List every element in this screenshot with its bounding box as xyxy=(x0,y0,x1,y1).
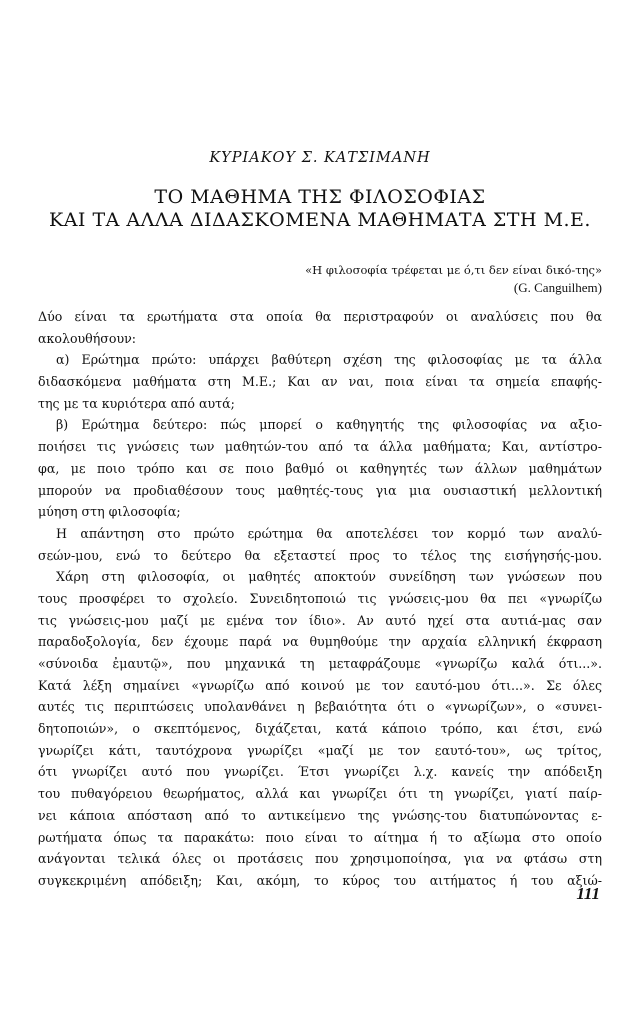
body-line: ρωτήματα όπως τα παρακάτω: ποιο είναι το αίτημα ή το αξίωμα στο οποίο xyxy=(38,829,602,845)
author-name: ΚΥΡΙΑΚΟΥ Σ. ΚΑΤΣΙΜΑΝΗ xyxy=(209,150,431,166)
epigraph xyxy=(305,262,602,296)
body-line: μπορούν να προδιαθέσουν τους μαθητές-τους για μια ουσιαστική μελλοντική xyxy=(38,482,602,498)
body-line: ότι γνωρίζει αυτό που γνωρίζει. Έτσι γνωρίζει λ.χ. κανείς την απόδειξη xyxy=(38,764,602,780)
body-line: παραδοξολογία, δεν έχουμε παρά να θυμηθούμε την αρχαία ελληνική έκφραση xyxy=(38,634,602,650)
body-line: «σύνοιδα ἐμαυτῷ», που μηχανικά τη μεταφράζουμε «γνωρίζω καλά ότι...». xyxy=(38,656,602,671)
page-number: 111 xyxy=(576,884,600,903)
title-line: ΤΟ ΜΑΘΗΜΑ ΤΗΣ ΦΙΛΟΣΟΦΙΑΣ xyxy=(154,186,486,208)
epigraph-source: (G. Canguilhem) xyxy=(513,280,602,295)
epigraph-quote: «Η φιλοσοφία τρέφεται με ό,τι δεν είναι δικό-της» xyxy=(305,263,602,277)
title-line: ΚΑΙ ΤΑ ΑΛΛΑ ΔΙΔΑΣΚΟΜΕΝΑ ΜΑΘΗΜΑΤΑ ΣΤΗ Μ.Ε. xyxy=(49,209,591,231)
body-line: της με τα κυριότερα από αυτά; xyxy=(38,395,235,411)
body-text xyxy=(38,306,602,892)
body-line: αυτές τις περιπτώσεις υπολανθάνει η βεβαιότητα ότι ο «γνωρίζων», ο «συνει- xyxy=(38,699,602,715)
body-line: α) Ερώτημα πρώτο: υπάρχει βαθύτερη σχέση της φιλοσοφίας με τα άλλα xyxy=(56,352,602,368)
body-line: συγκεκριμένη απόδειξη; Και, ακόμη, το κύρος του αιτήματος ή του αξιώ- xyxy=(38,872,602,888)
body-line: ανάγονται τελικά όλες οι προτάσεις που χρησιμοποίησα, για να φτάσω στη xyxy=(38,851,602,867)
body-line: Χάρη στη φιλοσοφία, οι μαθητές αποκτούν συνείδηση των γνώσεων που xyxy=(56,569,602,585)
article-title xyxy=(40,186,600,232)
body-line: μύηση στη φιλοσοφία; xyxy=(38,504,181,520)
body-line: β) Ερώτημα δεύτερο: πώς μπορεί ο καθηγητής της φιλοσοφίας να αξιο- xyxy=(56,417,602,433)
body-line: διδασκόμενα μαθήματα στη Μ.Ε.; Και αν ναι, ποια είναι τα σημεία επαφής- xyxy=(38,374,602,390)
body-line: ακολουθήσουν: xyxy=(38,330,137,346)
body-line: τους προσφέρει το σχολείο. Συνειδητοποιώ τις γνώσεις-μου θα πει «γνωρίζω xyxy=(38,590,602,606)
body-line: Δύο είναι τα ερωτήματα στα οποία θα περιστραφούν οι αναλύσεις που θα xyxy=(38,309,602,324)
body-line: νει κάποια απόσταση από το αντικείμενο της γνώσης-του διατυπώνοντας ε- xyxy=(38,807,602,823)
body-line: φα, με ποιο τρόπο και σε ποιο βαθμό οι καθηγητές των άλλων μαθημάτων xyxy=(38,460,602,476)
body-line: ποιήσει τις γνώσεις των μαθητών-του από τα άλλα μαθήματα; Και, αντίστρο- xyxy=(38,439,602,455)
body-line: Κατά λέξη σημαίνει «γνωρίζω από κοινού με τον εαυτό-μου ότι...». Σε όλες xyxy=(38,677,602,693)
body-line: του πυθαγόρειου θεωρήματος, αλλά και γνωρίζει ότι τη γνωρίζει, γιατί παίρ- xyxy=(38,786,602,802)
body-line: δητοποιών», ο σκεπτόμενος, διχάζεται, κατά κάποιο τρόπο, και έτσι, ενώ xyxy=(38,721,602,737)
body-line: τις γνώσεις-μου μαζί με εμένα τον ίδιο». Αν αυτό ηχεί στα αυτιά-μας σαν xyxy=(38,612,602,628)
body-line: γνωρίζει κάτι, ταυτόχρονα γνωρίζει «μαζί με τον εαυτό-του», ως τρίτος, xyxy=(38,742,602,758)
body-line: σεών-μου, ενώ το δεύτερο θα εξεταστεί προς το τέλος της εισήγησής-μου. xyxy=(38,547,602,563)
body-line: Η απάντηση στο πρώτο ερώτημα θα αποτελέσει τον κορμό των αναλύ- xyxy=(56,525,602,541)
